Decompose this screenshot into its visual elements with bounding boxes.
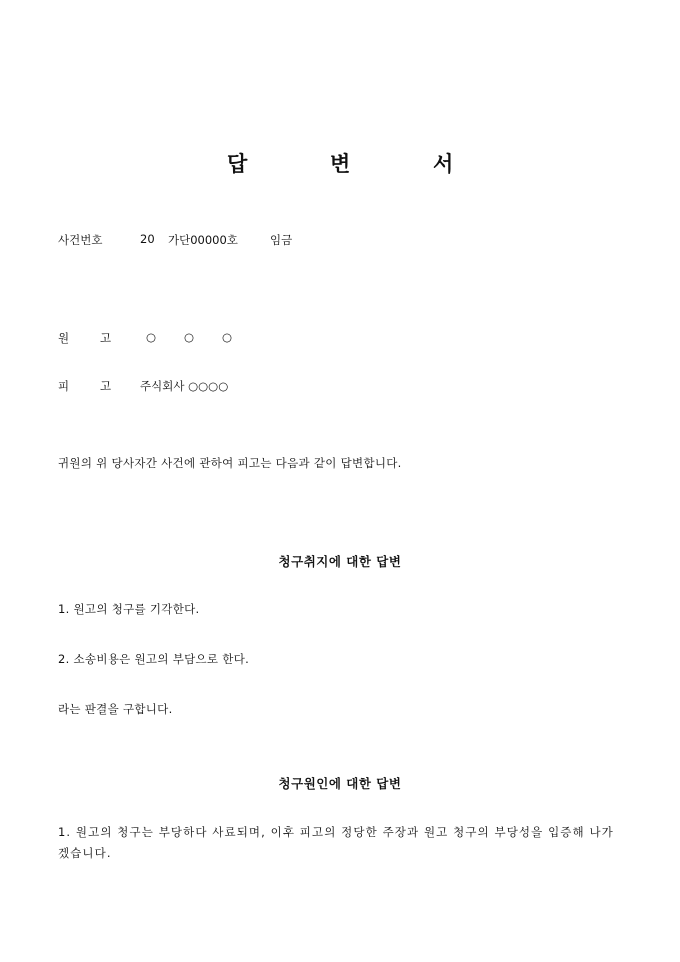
title-char-3: 서: [433, 151, 454, 176]
case-type: 임금: [270, 233, 293, 247]
plaintiff-label-a: 원: [58, 331, 70, 345]
title-char-2: 변: [330, 151, 351, 176]
plaintiff-mark-1: ○: [146, 330, 157, 344]
section1-closing: 라는 판결을 구합니다.: [58, 702, 173, 716]
section1-item-2: 2. 소송비용은 원고의 부담으로 한다.: [58, 652, 250, 666]
section2-item-1: 1. 원고의 청구는 부당하다 사료되며, 이후 피고의 정당한 주장과 원고 청구의 부당성을 입증해 나가겠습니다.: [58, 825, 614, 860]
defendant-name: 주식회사 ○○○○: [140, 379, 229, 393]
defendant-label-b: 고: [100, 379, 112, 393]
plaintiff-mark-3: ○: [222, 330, 233, 344]
intro-paragraph: 귀원의 위 당사자간 사건에 관하여 피고는 다음과 같이 답변합니다.: [58, 456, 402, 470]
document-title: [0, 148, 680, 176]
section2-heading: 청구원인에 대한 답변: [278, 776, 402, 791]
plaintiff-mark-2: ○: [184, 330, 195, 344]
case-number-label: 사건번호: [58, 233, 103, 247]
defendant-label-a: 피: [58, 379, 70, 393]
section1-item-1: 1. 원고의 청구를 기각한다.: [58, 602, 200, 616]
title-char-1: 답: [227, 151, 248, 176]
plaintiff-label-b: 고: [100, 331, 112, 345]
case-year: 20: [140, 232, 155, 246]
section1-heading: 청구취지에 대한 답변: [278, 554, 402, 569]
case-number: 가단00000호: [168, 233, 238, 247]
